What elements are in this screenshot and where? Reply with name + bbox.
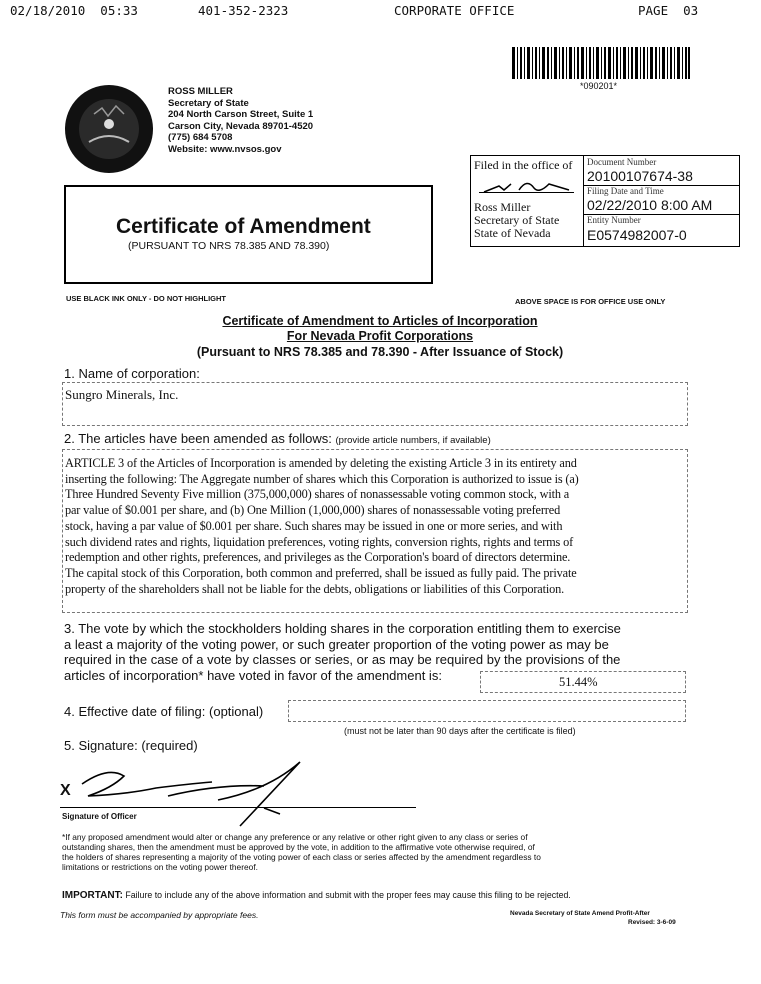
filer-title: Secretary of State [474,213,560,227]
form-name: Nevada Secretary of State Amend Profit-After [510,910,650,917]
section4-label: 4. Effective date of filing: (optional) [64,704,264,719]
section1-label: 1. Name of corporation: [64,366,200,381]
secretary-street: 204 North Carson Street, Suite 1 [168,109,314,120]
section2-hint: (provide article numbers, if available) [335,435,491,446]
filer-name: Ross Miller [474,200,531,214]
certificate-title: Certificate of Amendment [116,215,371,238]
state-seal [64,84,154,174]
footnote-line: *If any proposed amendment would alter or change any preference or any relative or other right given to any class or series of [62,832,528,842]
barcode-number: *090201* [580,81,618,91]
section5-label: 5. Signature: (required) [64,738,198,753]
entity-label: Entity Number [587,215,641,225]
filed-label: Filed in the office of [474,158,573,172]
barcode [512,47,690,79]
certificate-box [64,185,433,284]
signature-x-mark: X [60,782,71,799]
fees-note: This form must be accompanied by appropriate fees. [60,910,259,920]
secretary-phone: (775) 684 5708 [168,132,233,143]
officer-label: Signature of Officer [62,812,137,821]
amendment-line: ARTICLE 3 of the Articles of Incorporation is amended by deleting the existing Article 3 in its entirety and [65,456,577,470]
amendment-line: par value of $0.001 per share, and (b) One Million (1,000,000) shares of nonassessable voting preferred [65,503,561,518]
form-heading [140,314,620,360]
form-revised: Revised: 3-6-09 [628,919,676,926]
important-note [62,890,571,901]
section3-line: 3. The vote by which the stockholders holding shares in the corporation entitling them to exercise [64,621,621,636]
office-use-note: ABOVE SPACE IS FOR OFFICE USE ONLY [515,297,666,306]
filer-state: State of Nevada [474,226,551,240]
amendment-line: property of the shareholders shall not be liable for the debts, obligations or liabilities of this Corporation. [65,581,565,596]
effective-date-field[interactable] [288,700,686,722]
form-heading-line2: For Nevada Profit Corporations [286,329,474,343]
secretary-website: Website: www.nvsos.gov [168,143,282,155]
amendment-line: stock, having a par value of $0.001 per share. Such shares may be issued in one or more series, and with [65,518,563,533]
section3-line: articles of incorporation* have voted in favor of the amendment is: [64,667,442,683]
ink-note: USE BLACK INK ONLY - DO NOT HIGHLIGHT [66,294,227,303]
section2-heading [64,431,491,446]
fax-header [10,3,751,21]
amendment-line: such dividend rates and rights, liquidation preferences, voting rights, conversion rights, rights and terms of [65,534,574,549]
footnote-line: limitations or restrictions on the voting power thereof. [62,862,258,872]
important-label: IMPORTANT: [62,890,123,901]
footnote-line: outstanding shares, then the amendment must be approved by the vote, in addition to the affirmative vote otherwise required, of [62,842,535,852]
doc-number: 20100107674-38 [587,168,693,184]
amendment-line: The capital stock of this Corporation, both common and preferred, shall be issued as fully paid. The private [65,565,577,580]
entity-number: E0574982007-0 [587,227,687,243]
fax-datetime: 02/18/2010 05:33 [10,3,138,18]
corporation-name-field[interactable] [62,382,688,426]
amendment-line: Three Hundred Seventy Five million (375,000,000) shares of nonassessable voting common stock, with a [65,487,570,502]
vote-percentage-field[interactable] [480,671,686,693]
form-heading-line3: (Pursuant to NRS 78.385 and 78.390 - After Issuance of Stock) [196,345,564,359]
secretary-city: Carson City, Nevada 89701-4520 [168,120,314,132]
amendment-line: redemption and other rights, preferences, and privileges as the Corporation's board of directors determine. [65,550,571,565]
filing-box [470,155,740,247]
section3-line: required in the case of a vote by classes or series, or as may be required by the provisions of the [64,652,621,667]
section3-line: a least a majority of the voting power, or such greater proportion of the voting power as may be [64,636,609,652]
barcode-bars [512,47,690,79]
vote-percentage-value: 51.44% [559,675,598,689]
filing-date: 02/22/2010 8:00 AM [587,197,713,213]
fax-phone: 401-352-2323 [198,3,289,18]
form-heading-line1: Certificate of Amendment to Articles of Incorporation [222,314,538,328]
secretary-name: ROSS MILLER [168,86,233,97]
filing-date-label: Filing Date and Time [587,186,664,196]
fax-page: PAGE 03 [638,3,699,18]
amendment-text [65,456,685,597]
footnote [62,832,702,872]
fax-office: CORPORATE OFFICE [394,3,515,18]
corporation-name-value: Sungro Minerals, Inc. [65,387,179,402]
footnote-line: the holders of shares representing a majority of the voting power of each class or series affected by the amendment regardless to [62,852,541,862]
secretary-title: Secretary of State [168,97,249,109]
amendment-line: inserting the following: The Aggregate number of shares which this Corporation is authorized to issue is (a) [65,471,579,486]
important-text: Failure to include any of the above information and submit with the proper fees may cause this filing to be rejected. [125,890,571,900]
certificate-subtitle: (PURSUANT TO NRS 78.385 AND 78.390) [128,240,330,252]
secretary-info [168,86,313,155]
section2-label: 2. The articles have been amended as follows: [64,431,332,446]
section4-note: (must not be later than 90 days after the certificate is filed) [344,726,576,736]
amendment-text-field[interactable] [62,449,688,613]
doc-number-label: Document Number [587,157,657,167]
